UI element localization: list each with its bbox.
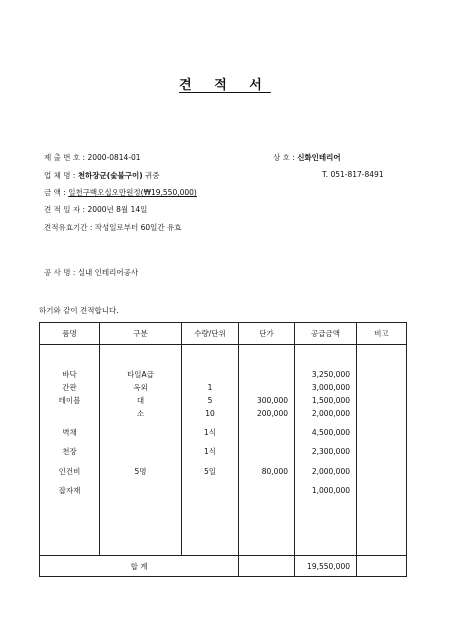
validity-row bbox=[44, 222, 182, 233]
total-label: 합 계 bbox=[40, 556, 239, 577]
validity-label: 견적유효기간 : bbox=[44, 223, 93, 232]
doc-no-label: 제 출 번 호 : bbox=[44, 153, 86, 162]
table-cell: 대 bbox=[136, 396, 145, 406]
doc-no-row bbox=[44, 152, 141, 163]
company-row bbox=[44, 170, 160, 181]
col-header-price: 단가 bbox=[239, 323, 295, 345]
table-cell: 천장 bbox=[62, 447, 77, 457]
table-cell: 바닥 bbox=[62, 370, 77, 379]
supplier-phone: T. 051-817-8491 bbox=[322, 170, 384, 179]
table-cell bbox=[239, 484, 288, 497]
date-label: 견 적 일 자 : bbox=[44, 205, 86, 214]
table-cell: 5 bbox=[207, 396, 213, 406]
table-cell: 5명 bbox=[134, 466, 147, 476]
type-column bbox=[100, 345, 182, 556]
amount-value: 일천구백오십오만원정(₩19,550,000) bbox=[68, 188, 197, 197]
date-row bbox=[44, 204, 147, 215]
document-title: 견 적 서 bbox=[179, 78, 271, 93]
company-label: 업 체 명 : bbox=[44, 171, 76, 180]
table-cell: 벽채 bbox=[62, 428, 77, 438]
item-column bbox=[40, 345, 100, 556]
table-cell: 타일A급 bbox=[127, 370, 154, 379]
amount-column bbox=[295, 345, 357, 556]
amount-row bbox=[44, 187, 197, 198]
project-label: 공 사 명 : bbox=[44, 268, 76, 277]
company-name: 천하장군(숯불구이) bbox=[77, 171, 143, 180]
table-cell: 3,250,000 bbox=[311, 370, 350, 379]
table-cell: 80,000 bbox=[261, 466, 288, 476]
qty-column bbox=[182, 345, 239, 556]
supplier-name: 신화인테리어 bbox=[297, 153, 341, 162]
table-cell: 간판 bbox=[62, 383, 77, 393]
table-cell: 4,500,000 bbox=[311, 428, 350, 438]
table-cell: 2,300,000 bbox=[311, 447, 350, 457]
table-body bbox=[40, 345, 407, 556]
supplier-row bbox=[273, 152, 341, 163]
intro-text: 하기와 같이 견적합니다. bbox=[39, 306, 119, 315]
col-header-qty: 수량/단위 bbox=[182, 323, 239, 345]
total-price-cell bbox=[239, 556, 295, 577]
doc-no-value: 2000-0814-01 bbox=[87, 153, 141, 162]
table-cell bbox=[40, 407, 99, 420]
table-cell: 인건비 bbox=[58, 466, 81, 476]
project-row bbox=[44, 267, 138, 278]
col-header-item: 품명 bbox=[40, 323, 100, 345]
col-header-type: 구분 bbox=[100, 323, 182, 345]
table-header-row bbox=[40, 323, 407, 345]
date-value: 2000년 8월 14일 bbox=[87, 205, 148, 214]
amount-label: 금 액 : bbox=[44, 188, 66, 197]
price-column bbox=[239, 345, 295, 556]
table-cell: 300,000 bbox=[256, 396, 288, 406]
table-cell: 2,000,000 bbox=[311, 466, 350, 476]
table-cell bbox=[239, 368, 288, 381]
table-cell: 5일 bbox=[203, 466, 217, 476]
supplier-label: 상 호 : bbox=[273, 153, 295, 162]
table-cell: 잡자재 bbox=[58, 485, 81, 495]
table-cell: 2,000,000 bbox=[311, 409, 350, 419]
company-suffix: 귀중 bbox=[145, 171, 160, 180]
table-cell bbox=[100, 445, 181, 458]
table-cell: 소 bbox=[136, 409, 145, 419]
total-amount: 19,550,000 bbox=[295, 556, 357, 577]
note-column bbox=[357, 345, 407, 556]
table-cell bbox=[239, 426, 288, 439]
table-cell: 1식 bbox=[203, 447, 217, 457]
table-cell: 3,000,000 bbox=[311, 383, 350, 393]
table-cell: 1,500,000 bbox=[311, 396, 350, 406]
table-cell: 10 bbox=[205, 409, 215, 419]
table-cell bbox=[182, 368, 238, 381]
table-cell: 200,000 bbox=[256, 409, 288, 419]
col-header-note: 비고 bbox=[357, 323, 407, 345]
table-cell: 테이블 bbox=[58, 396, 81, 406]
validity-value: 작성일로부터 60일간 유효 bbox=[94, 223, 182, 232]
project-value: 실내 인테리어공사 bbox=[77, 268, 139, 277]
table-cell bbox=[100, 484, 181, 497]
table-cell: 1 bbox=[207, 383, 213, 393]
col-header-amount: 공급금액 bbox=[295, 323, 357, 345]
table-cell bbox=[239, 445, 288, 458]
table-cell bbox=[100, 426, 181, 439]
table-cell bbox=[182, 484, 238, 497]
total-row bbox=[40, 556, 407, 577]
table-cell: 옥외 bbox=[133, 383, 148, 393]
estimate-table bbox=[39, 322, 407, 577]
table-cell bbox=[239, 381, 288, 394]
table-cell: 1식 bbox=[203, 428, 217, 438]
table-cell: 1,000,000 bbox=[311, 485, 350, 495]
total-note-cell bbox=[357, 556, 407, 577]
